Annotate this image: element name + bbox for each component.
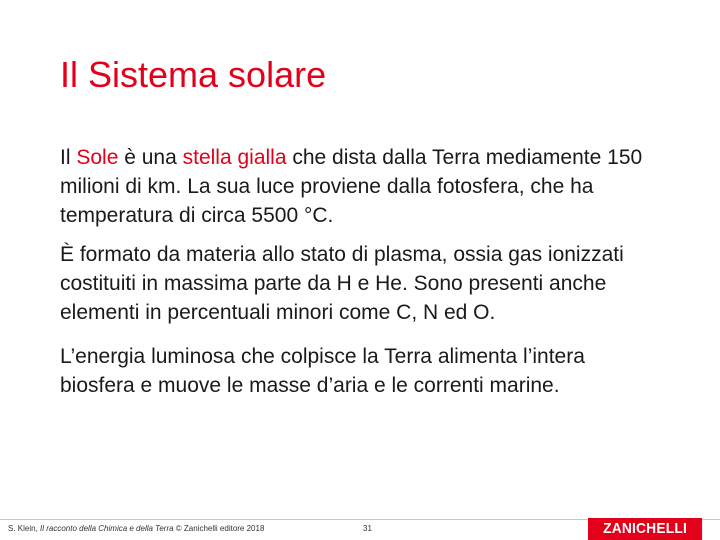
highlight-stella-gialla: stella gialla <box>182 146 287 169</box>
page-number: 31 <box>363 524 372 533</box>
credit-author: S. Klein, <box>8 524 41 533</box>
credit-publisher: © Zanichelli editore 2018 <box>173 524 265 533</box>
slide-body <box>60 143 660 410</box>
paragraph-energy: L’energia luminosa che colpisce la Terra alimenta l’intera biosfera e muove le masse d’aria e le correnti marine. <box>60 345 585 397</box>
footer-credit <box>8 523 264 535</box>
text-segment: Il <box>60 146 77 169</box>
slide-title: Il Sistema solare <box>60 54 327 95</box>
text-segment: che dista dalla Terra mediamente 150 milioni di km. La sua luce proviene dalla fotosfera, che ha temperatura di circa 5500 °C. <box>60 146 643 227</box>
highlight-sole: Sole <box>76 146 119 169</box>
paragraph-sun-description <box>60 143 660 230</box>
text-segment: è una <box>118 146 183 169</box>
zanichelli-logo: ZANICHELLI <box>588 518 702 540</box>
paragraph-plasma: È formato da materia allo stato di plasma, ossia gas ionizzati costituiti in massima parte da H e He. Sono presenti anche elementi in percentuali minori come C, N ed O. <box>60 243 624 324</box>
credit-book-title: Il racconto della Chimica e della Terra <box>40 524 174 533</box>
